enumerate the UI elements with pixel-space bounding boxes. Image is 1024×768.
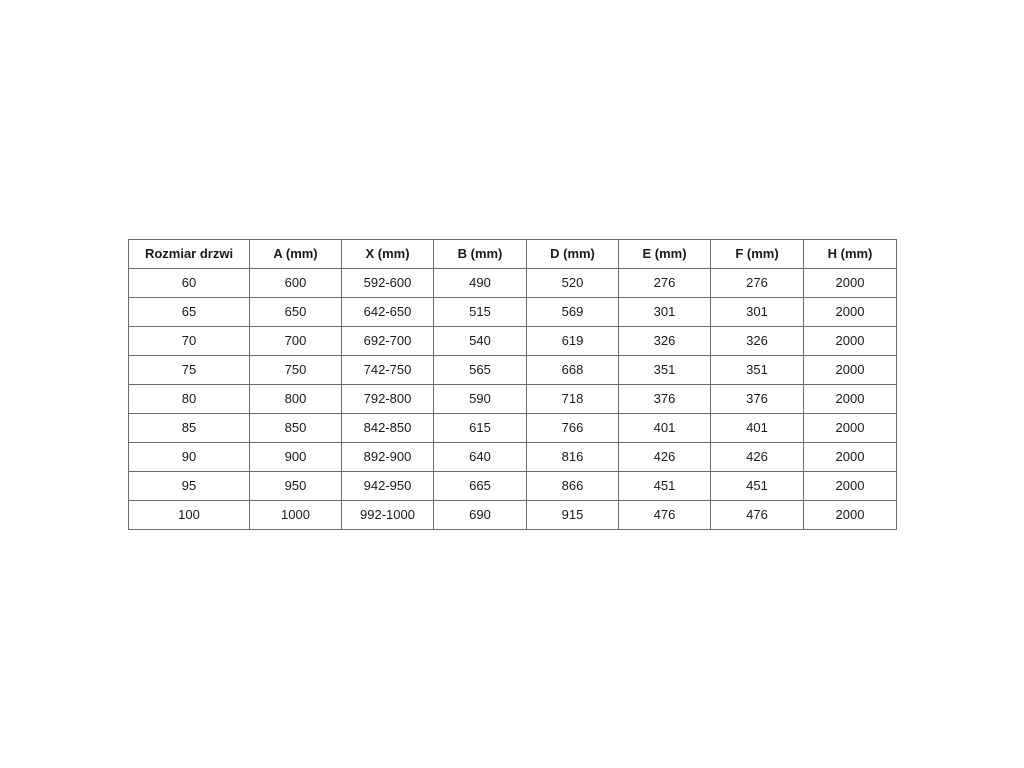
dimensions-table-container: [128, 239, 896, 530]
cell-b: 640: [434, 443, 527, 472]
table-row: [129, 298, 897, 327]
cell-a: 600: [250, 269, 342, 298]
cell-d: 866: [527, 472, 619, 501]
cell-e: 401: [619, 414, 711, 443]
table-row: [129, 443, 897, 472]
cell-e: 476: [619, 501, 711, 530]
cell-d: 619: [527, 327, 619, 356]
cell-e: 326: [619, 327, 711, 356]
header-a: A (mm): [250, 240, 342, 269]
header-x: X (mm): [342, 240, 434, 269]
cell-f: 476: [711, 501, 804, 530]
cell-h: 2000: [804, 269, 897, 298]
cell-e: 426: [619, 443, 711, 472]
cell-x: 942-950: [342, 472, 434, 501]
cell-f: 426: [711, 443, 804, 472]
cell-h: 2000: [804, 385, 897, 414]
cell-e: 376: [619, 385, 711, 414]
cell-x: 992-1000: [342, 501, 434, 530]
cell-b: 515: [434, 298, 527, 327]
cell-e: 301: [619, 298, 711, 327]
cell-a: 950: [250, 472, 342, 501]
cell-h: 2000: [804, 443, 897, 472]
cell-door-size: 95: [129, 472, 250, 501]
cell-a: 700: [250, 327, 342, 356]
cell-e: 351: [619, 356, 711, 385]
cell-x: 642-650: [342, 298, 434, 327]
cell-x: 592-600: [342, 269, 434, 298]
cell-door-size: 85: [129, 414, 250, 443]
cell-x: 742-750: [342, 356, 434, 385]
cell-f: 376: [711, 385, 804, 414]
cell-f: 451: [711, 472, 804, 501]
cell-d: 766: [527, 414, 619, 443]
table-row: [129, 356, 897, 385]
cell-door-size: 65: [129, 298, 250, 327]
header-f: F (mm): [711, 240, 804, 269]
cell-h: 2000: [804, 414, 897, 443]
header-h: H (mm): [804, 240, 897, 269]
header-door-size: Rozmiar drzwi: [129, 240, 250, 269]
cell-h: 2000: [804, 327, 897, 356]
cell-door-size: 75: [129, 356, 250, 385]
cell-f: 301: [711, 298, 804, 327]
cell-b: 540: [434, 327, 527, 356]
cell-f: 351: [711, 356, 804, 385]
cell-a: 850: [250, 414, 342, 443]
cell-door-size: 80: [129, 385, 250, 414]
cell-d: 520: [527, 269, 619, 298]
cell-f: 276: [711, 269, 804, 298]
cell-b: 690: [434, 501, 527, 530]
cell-d: 816: [527, 443, 619, 472]
cell-a: 750: [250, 356, 342, 385]
cell-a: 650: [250, 298, 342, 327]
table-header-row: [129, 240, 897, 269]
header-b: B (mm): [434, 240, 527, 269]
cell-b: 565: [434, 356, 527, 385]
cell-f: 326: [711, 327, 804, 356]
cell-a: 800: [250, 385, 342, 414]
header-e: E (mm): [619, 240, 711, 269]
cell-b: 615: [434, 414, 527, 443]
cell-d: 668: [527, 356, 619, 385]
cell-b: 590: [434, 385, 527, 414]
cell-x: 842-850: [342, 414, 434, 443]
cell-x: 692-700: [342, 327, 434, 356]
cell-d: 718: [527, 385, 619, 414]
cell-a: 1000: [250, 501, 342, 530]
cell-d: 915: [527, 501, 619, 530]
cell-door-size: 90: [129, 443, 250, 472]
cell-x: 792-800: [342, 385, 434, 414]
cell-e: 451: [619, 472, 711, 501]
cell-door-size: 70: [129, 327, 250, 356]
cell-door-size: 60: [129, 269, 250, 298]
cell-x: 892-900: [342, 443, 434, 472]
cell-b: 490: [434, 269, 527, 298]
cell-a: 900: [250, 443, 342, 472]
cell-h: 2000: [804, 472, 897, 501]
table-row: [129, 269, 897, 298]
cell-h: 2000: [804, 501, 897, 530]
cell-e: 276: [619, 269, 711, 298]
table-body: [129, 269, 897, 530]
cell-b: 665: [434, 472, 527, 501]
cell-door-size: 100: [129, 501, 250, 530]
cell-f: 401: [711, 414, 804, 443]
table-row: [129, 501, 897, 530]
table-row: [129, 385, 897, 414]
cell-h: 2000: [804, 356, 897, 385]
header-d: D (mm): [527, 240, 619, 269]
table-row: [129, 414, 897, 443]
table-row: [129, 327, 897, 356]
cell-h: 2000: [804, 298, 897, 327]
cell-d: 569: [527, 298, 619, 327]
table-row: [129, 472, 897, 501]
dimensions-table: [128, 239, 897, 530]
